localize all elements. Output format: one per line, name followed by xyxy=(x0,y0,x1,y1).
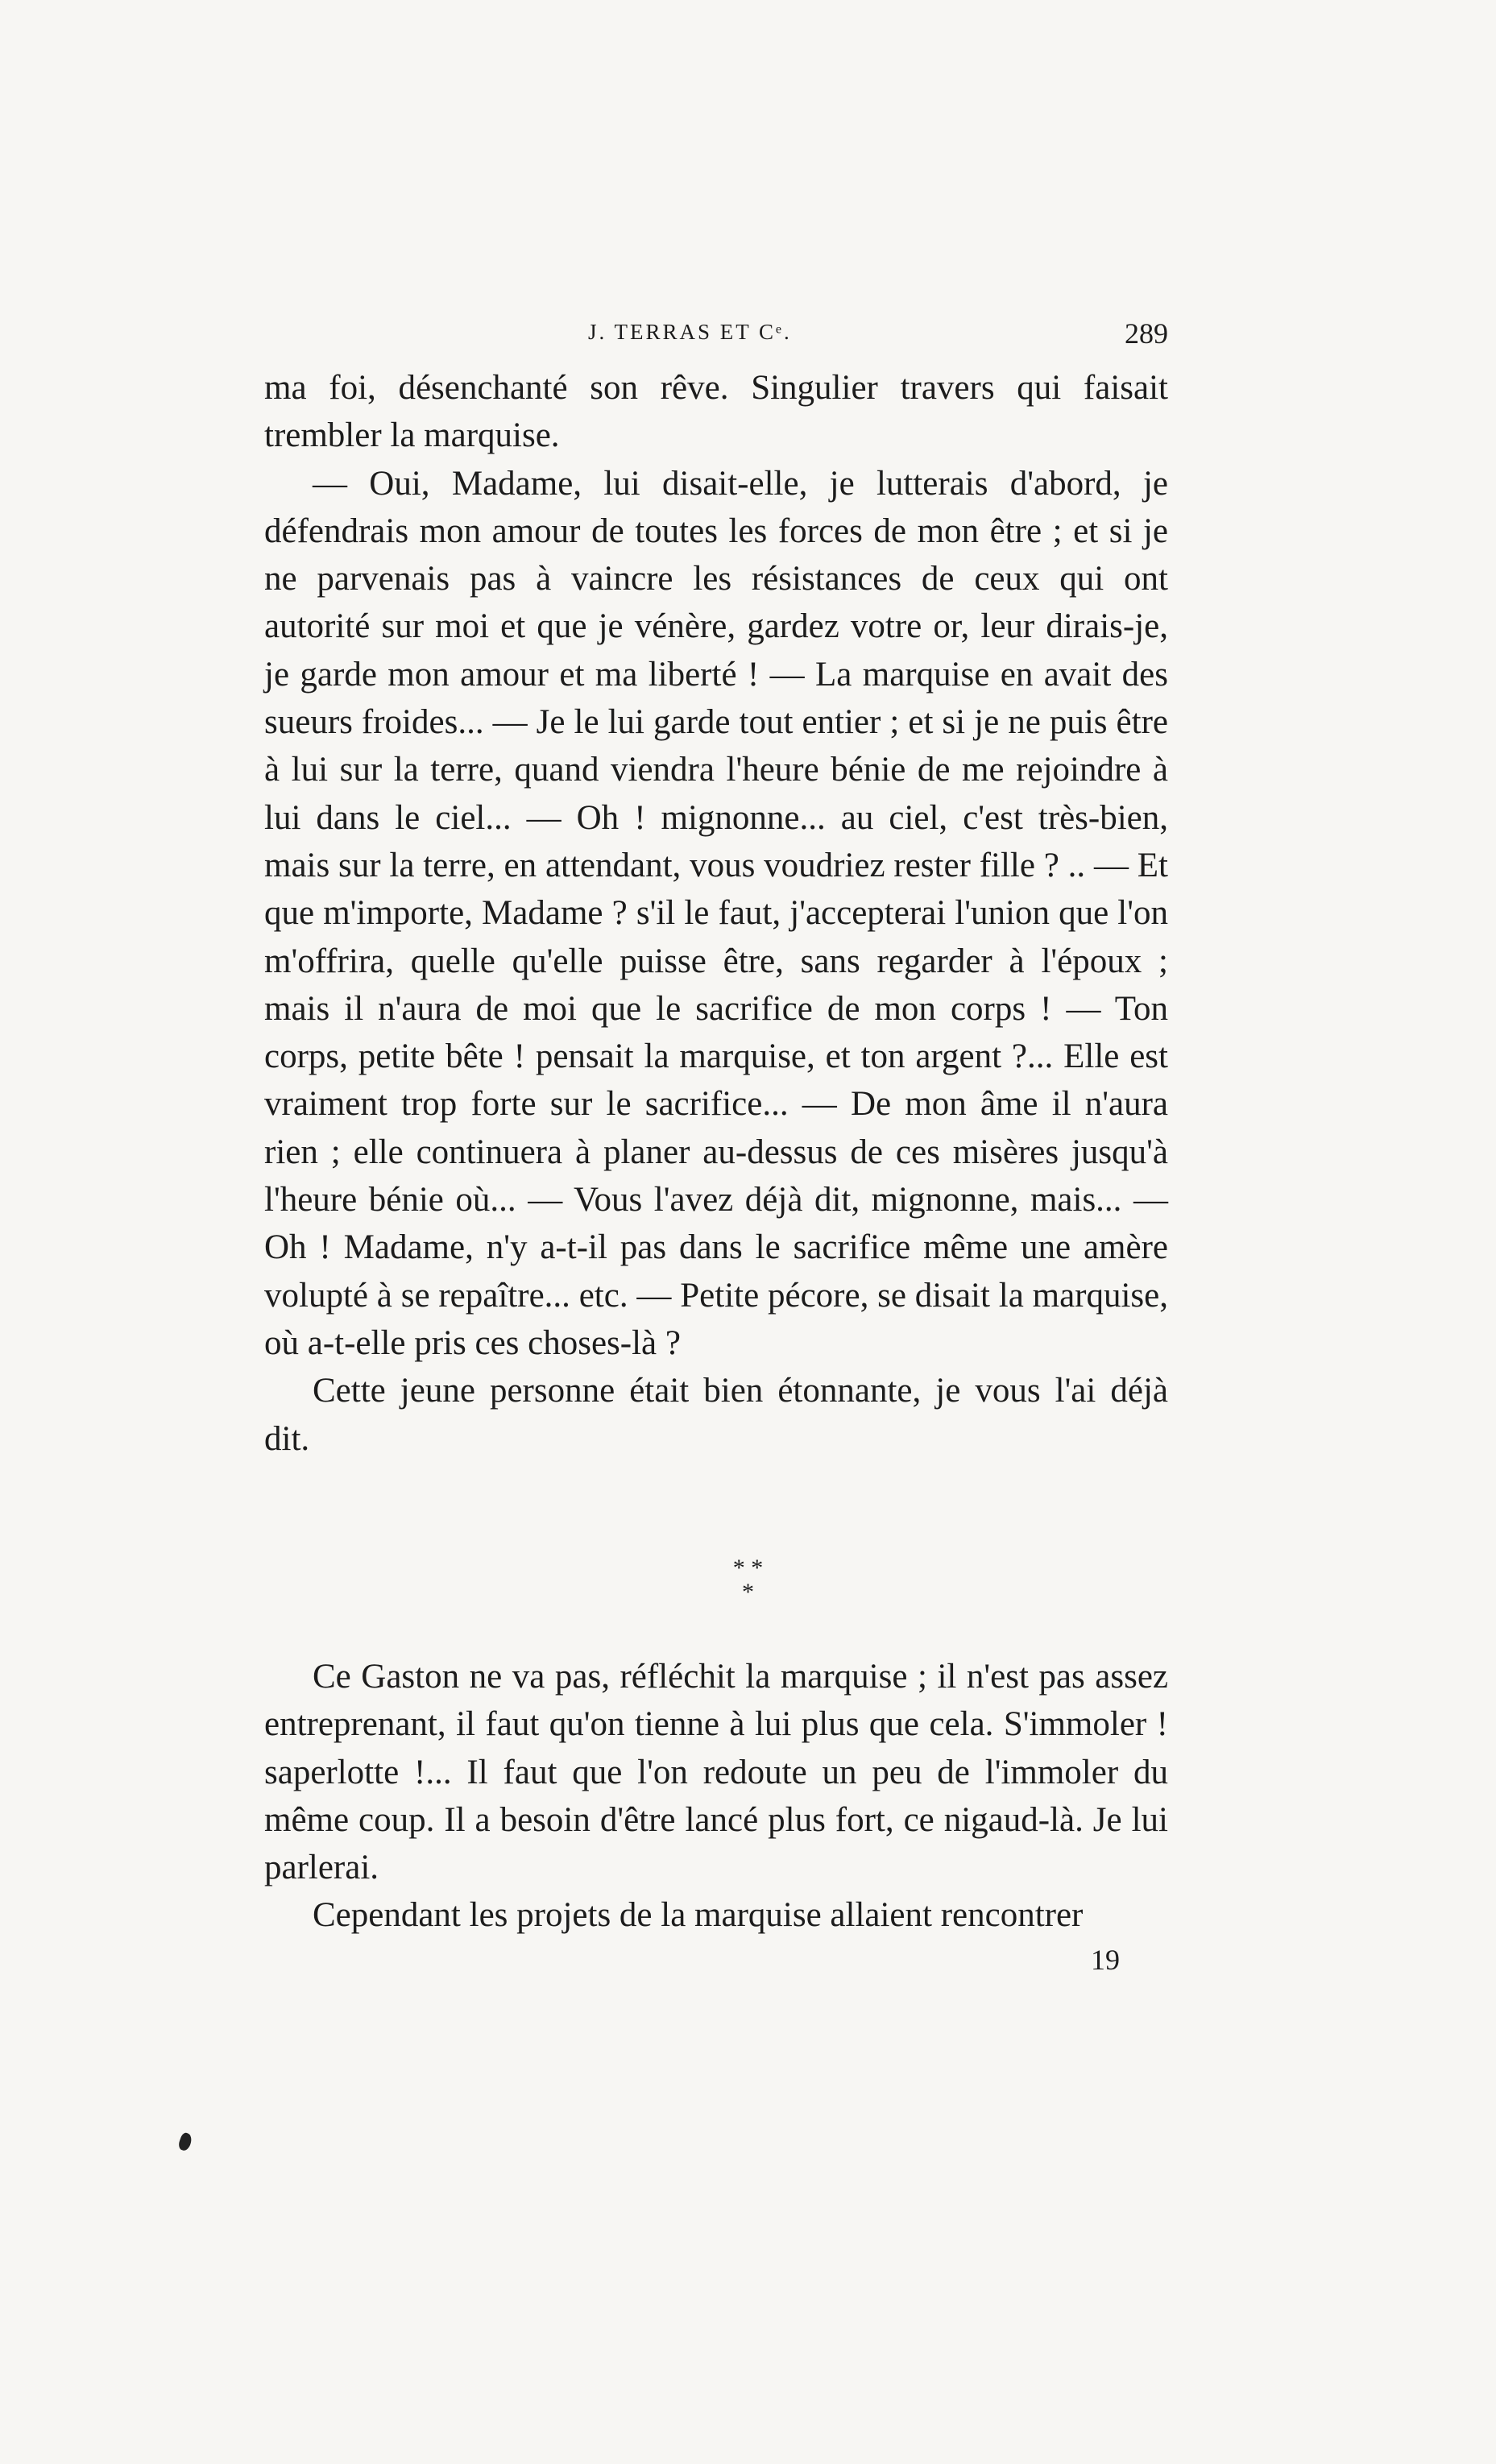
page-number: 289 xyxy=(1125,317,1168,350)
paragraph-4: Ce Gaston ne va pas, réfléchit la marquise ; il n'est pas assez entreprenant, il faut qu'on tienne à lui plus que cela. S'immoler ! saperlotte !... Il faut que l'on redoute un peu de l'immoler du même coup. Il a besoin d'être lancé plus fort, ce nigaud-là. Je lui parlerai. xyxy=(264,1658,1168,1887)
paragraph-3: Cette jeune personne était bien étonnante, je vous l'ai déjà dit. xyxy=(264,1372,1168,1458)
section-separator xyxy=(0,1556,1496,1605)
ink-speck xyxy=(177,2131,194,2151)
page-header xyxy=(266,317,1168,357)
running-title: J. TERRAS ET Cᵉ. xyxy=(588,320,792,344)
separator-stars-top: * * xyxy=(732,1555,764,1581)
paragraph-2: — Oui, Madame, lui disait-elle, je lutterais d'abord, je défendrais mon amour de toutes les forces de mon être ; et si je ne parvenais pas à vaincre les résistances de ceux qui ont autorité sur moi et que je vénère, gardez votre or, leur dirais-je, je garde mon amour et ma liberté ! — La marquise en avait des sueurs froides... — Je le lui garde tout entier ; et si je ne puis être à lui sur la terre, quand viendra l'heure bénie de me rejoindre à lui dans le ciel... — Oh ! mignonne... au ciel, c'est très-bien, mais sur la terre, en attendant, vous voudriez rester fille ? .. — Et que m'importe, Madame ? s'il le faut, j'accepterai l'union que l'on m'offrira, quelle qu'elle puisse être, sans regarder à l'époux ; mais il n'aura de moi que le sacrifice de mon corps ! — Ton corps, petite bête ! pensait la marquise, et ton argent ?... Elle est vraiment trop forte sur le sacrifice... — De mon âme il n'aura rien ; elle continuera à planer au-dessus de ces misères jusqu'à l'heure bénie où... — Vous l'avez déjà dit, mignonne, mais... — Oh ! Madame, n'y a-t-il pas dans le sacrifice même une amère volupté à se repaître... etc. — Petite pécore, se disait la marquise, où a-t-elle pris ces choses-là ? xyxy=(264,464,1168,1362)
text-block-section-2 xyxy=(264,1653,1168,1940)
separator-star-bottom: * xyxy=(742,1579,754,1605)
signature-mark: 19 xyxy=(1091,1944,1120,1976)
text-block-dialogue xyxy=(264,364,1168,1463)
paragraph-1: ma foi, désenchanté son rêve. Singulier travers qui faisait trembler la marquise. xyxy=(264,369,1168,455)
paragraph-5: Cependant les projets de la marquise allaient rencontrer xyxy=(313,1896,1084,1935)
